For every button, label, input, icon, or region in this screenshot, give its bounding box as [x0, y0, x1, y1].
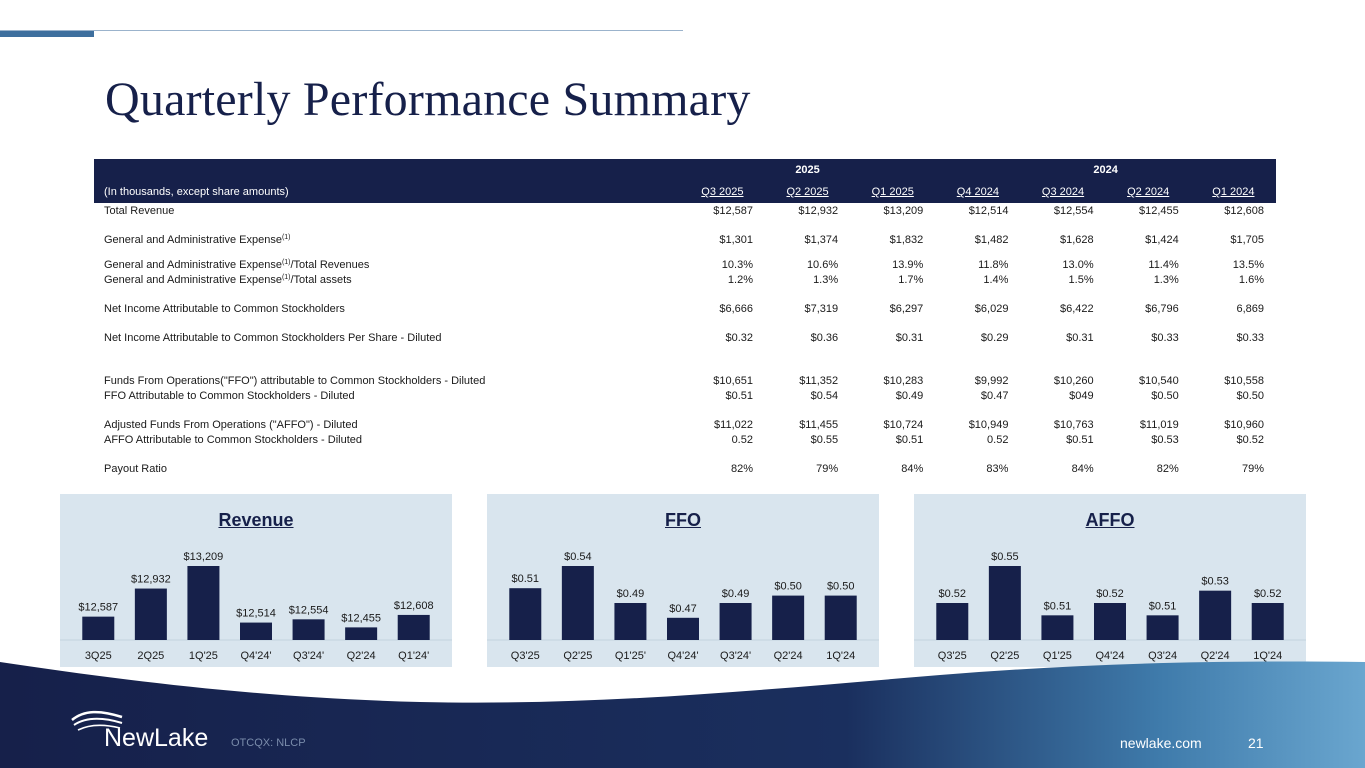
- units-label: (In thousands, except share amounts): [104, 186, 289, 198]
- data-label: $0.49: [721, 588, 750, 600]
- x-tick-label: 3Q25: [84, 650, 112, 662]
- table-cell: 1.5%: [1068, 273, 1094, 286]
- affo-chart-title: AFFO: [1085, 510, 1135, 530]
- table-cell: $1,705: [1230, 233, 1264, 246]
- table-cell: $0.50: [1236, 389, 1264, 402]
- table-cell: $1,301: [719, 233, 753, 246]
- table-cell: $9,992: [974, 374, 1009, 387]
- period-header: Q4 2024: [956, 186, 999, 198]
- data-label: $0.49: [616, 588, 645, 600]
- table-cell: $6,297: [889, 302, 924, 315]
- x-tick-label: Q3'24': [293, 650, 325, 662]
- table-cell: $12,455: [1139, 204, 1179, 217]
- table-cell: 0.52: [987, 433, 1009, 446]
- data-label: $12,608: [393, 599, 434, 612]
- table-cell: $0.31: [1066, 331, 1094, 344]
- ticker-symbol: OTCQX: NLCP: [231, 737, 306, 749]
- x-tick-label: Q2'24: [346, 650, 376, 662]
- x-tick-label: Q3'24: [1148, 650, 1178, 662]
- table-cell: 1.7%: [898, 273, 924, 286]
- period-header: Q3 2024: [1041, 186, 1085, 198]
- row-label: General and Administrative Expense$^{(1)}$/Total Revenues: [104, 258, 370, 271]
- page-number: 21: [1248, 735, 1264, 751]
- x-tick-label: Q2'25: [563, 650, 593, 662]
- table-cell: $12,932: [798, 204, 839, 217]
- table-cell: 13.0%: [1062, 258, 1094, 271]
- table-cell: $6,666: [719, 302, 753, 315]
- table-cell: $0.29: [980, 331, 1009, 344]
- table-cell: 84%: [1071, 462, 1094, 475]
- table-cell: $1,482: [974, 233, 1009, 246]
- table-cell: $11,455: [799, 418, 839, 431]
- data-label: $13,209: [183, 551, 224, 563]
- table-cell: 79%: [1241, 462, 1264, 475]
- table-cell: 1.6%: [1238, 273, 1264, 286]
- row-label: Adjusted Funds From Operations ("AFFO") - Diluted: [104, 418, 358, 431]
- x-tick-label: 1Q'24: [1253, 650, 1283, 662]
- table-cell: $0.51: [1066, 433, 1094, 446]
- table-cell: 11.4%: [1148, 258, 1179, 271]
- table-cell: $0.47: [980, 389, 1009, 402]
- data-label: $0.51: [1148, 600, 1177, 613]
- table-cell: $0.33: [1236, 331, 1264, 344]
- year-2024: 2024: [1093, 164, 1118, 176]
- table-cell: $10,724: [883, 418, 924, 431]
- data-label: $0.50: [826, 580, 855, 593]
- row-label: Funds From Operations("FFO") attributable to Common Stockholders - Diluted: [104, 374, 486, 387]
- data-label: $12,932: [130, 573, 171, 586]
- row-label: Net Income Attributable to Common Stockholders Per Share - Diluted: [104, 331, 442, 344]
- table-cell: 11.8%: [978, 258, 1009, 271]
- table-cell: $6,422: [1059, 302, 1094, 315]
- website-link[interactable]: newlake.com: [1120, 735, 1202, 751]
- table-cell: $0.55: [810, 433, 839, 446]
- period-header: Q1 2025: [871, 186, 914, 198]
- table-cell: $7,319: [804, 302, 839, 315]
- table-cell: 1.3%: [1153, 273, 1179, 286]
- x-tick-label: Q2'25: [990, 650, 1020, 662]
- table-cell: 0.52: [731, 433, 753, 446]
- data-label: $12,455: [341, 612, 382, 625]
- row-label: General and Administrative Expense$^{(1)}$: [104, 233, 291, 246]
- x-tick-label: 1Q'25: [188, 650, 218, 662]
- table-cell: $1,628: [1059, 233, 1094, 246]
- year-2025: 2025: [795, 164, 820, 176]
- table-cell: $1,374: [804, 233, 839, 246]
- table-cell: 82%: [730, 462, 753, 475]
- table-cell: $0.54: [810, 389, 839, 402]
- data-label: $0.51: [511, 573, 540, 586]
- period-header: Q3 2025: [701, 186, 744, 198]
- data-label: $0.55: [991, 551, 1019, 563]
- table-cell: $11,019: [1139, 418, 1179, 431]
- table-cell: $0.36: [810, 331, 839, 344]
- data-label: $0.52: [1253, 588, 1282, 600]
- data-label: $12,587: [78, 601, 119, 614]
- period-header: Q2 2024: [1127, 186, 1170, 198]
- row-label: FFO Attributable to Common Stockholders - Diluted: [104, 389, 355, 402]
- table-cell: 13.9%: [892, 258, 924, 271]
- table-cell: 79%: [816, 462, 839, 475]
- table-cell: $049: [1069, 389, 1094, 402]
- data-label: $12,554: [288, 604, 329, 617]
- table-cell: 1.4%: [983, 273, 1009, 286]
- table-cell: $1,832: [889, 233, 924, 246]
- table-cell: $0.51: [725, 389, 753, 402]
- table-cell: $10,260: [1053, 374, 1094, 387]
- table-cell: $10,949: [968, 418, 1009, 431]
- x-tick-label: Q3'25: [510, 650, 540, 662]
- x-tick-label: Q1'24': [398, 650, 430, 662]
- data-label: $0.52: [1096, 588, 1124, 600]
- x-tick-label: Q1'25: [1042, 650, 1072, 662]
- table-cell: $10,763: [1053, 418, 1094, 431]
- row-label: Payout Ratio: [104, 462, 167, 475]
- brand-name: NewLake: [104, 724, 209, 752]
- x-tick-label: Q2'24: [773, 650, 803, 662]
- table-cell: $6,029: [974, 302, 1009, 315]
- data-label: $0.47: [669, 602, 697, 615]
- table-cell: 82%: [1156, 462, 1179, 475]
- table-cell: $0.52: [1236, 433, 1264, 446]
- table-cell: $11,022: [714, 418, 753, 431]
- page-title: Quarterly Performance Summary: [105, 73, 751, 126]
- x-tick-label: 1Q'24: [826, 650, 856, 662]
- table-cell: $0.31: [895, 331, 924, 344]
- data-label: $12,514: [236, 607, 276, 620]
- x-tick-label: Q2'24: [1200, 650, 1230, 662]
- table-cell: 10.6%: [806, 258, 839, 271]
- table-cell: $12,608: [1224, 204, 1264, 217]
- table-cell: 84%: [901, 462, 924, 475]
- table-cell: $6,796: [1145, 302, 1179, 315]
- table-cell: $12,587: [713, 204, 753, 217]
- period-header: Q2 2025: [786, 186, 829, 198]
- x-tick-label: Q4'24': [240, 650, 272, 662]
- table-cell: $10,540: [1139, 374, 1179, 387]
- table-cell: 1.3%: [813, 273, 839, 286]
- table-cell: $1,424: [1145, 233, 1179, 246]
- data-label: $0.50: [774, 580, 802, 593]
- data-label: $0.51: [1043, 600, 1072, 613]
- table-cell: 13.5%: [1232, 258, 1264, 271]
- x-tick-label: Q3'25: [937, 650, 967, 662]
- table-cell: $10,283: [883, 374, 924, 387]
- table-cell: $0.50: [1151, 389, 1179, 402]
- row-label: AFFO Attributable to Common Stockholders - Diluted: [104, 433, 362, 446]
- table-cell: $12,514: [968, 204, 1009, 217]
- ffo-chart-title: FFO: [665, 510, 701, 530]
- table-cell: 1.2%: [727, 273, 753, 286]
- x-tick-label: 2Q25: [137, 650, 165, 662]
- table-cell: $10,651: [713, 374, 753, 387]
- table-cell: $0.53: [1151, 433, 1179, 446]
- row-label: Net Income Attributable to Common Stockholders: [104, 302, 345, 315]
- table-cell: $11,352: [799, 374, 839, 387]
- table-cell: $12,554: [1053, 204, 1094, 217]
- x-tick-label: Q1'25': [614, 650, 646, 662]
- data-label: $0.53: [1201, 575, 1229, 588]
- table-cell: $0.32: [725, 331, 753, 344]
- table-cell: $13,209: [883, 204, 924, 217]
- table-cell: $0.49: [895, 389, 924, 402]
- x-tick-label: Q4'24: [1095, 650, 1125, 662]
- x-tick-label: Q3'24': [720, 650, 752, 662]
- table-cell: $10,960: [1224, 418, 1264, 431]
- row-label: Total Revenue: [104, 204, 175, 217]
- table-cell: 10.3%: [721, 258, 753, 271]
- data-label: $0.54: [564, 551, 592, 563]
- table-cell: $0.33: [1151, 331, 1179, 344]
- table-cell: $10,558: [1224, 374, 1264, 387]
- revenue-chart-title: Revenue: [218, 510, 294, 530]
- x-tick-label: Q4'24': [667, 650, 699, 662]
- table-cell: 6,869: [1236, 302, 1264, 315]
- data-label: $0.52: [938, 588, 967, 600]
- period-header: Q1 2024: [1212, 186, 1255, 198]
- row-label: General and Administrative Expense$^{(1)}$/Total assets: [104, 273, 352, 286]
- table-cell: 83%: [986, 462, 1009, 475]
- table-cell: $0.51: [895, 433, 924, 446]
